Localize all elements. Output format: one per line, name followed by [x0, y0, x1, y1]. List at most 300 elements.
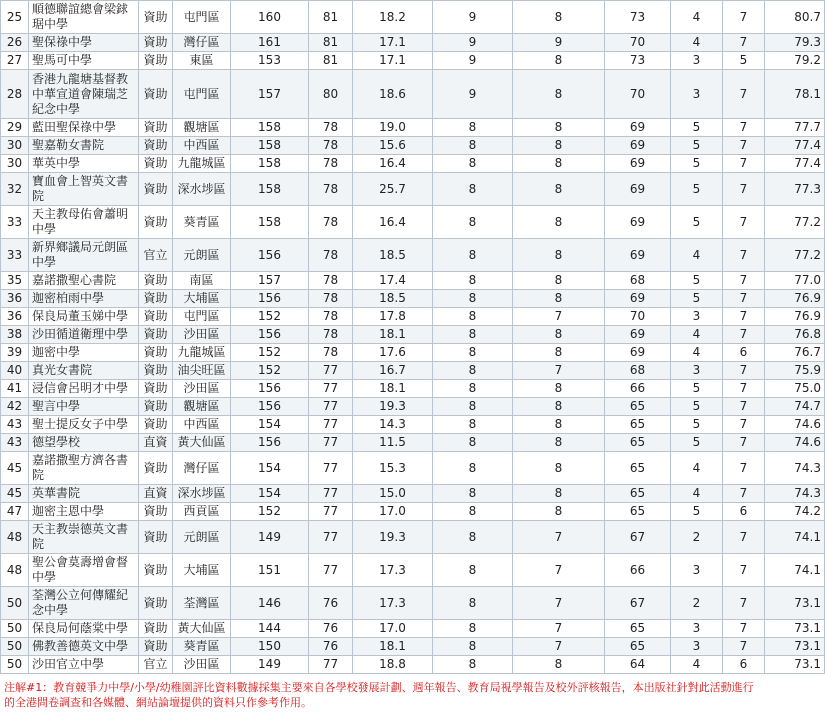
score-cell-6: 70 — [605, 34, 671, 52]
district-cell: 深水埗區 — [173, 173, 231, 206]
total-score-cell: 73.1 — [765, 656, 825, 674]
score-cell-1: 154 — [231, 452, 309, 485]
school-type-cell: 資助 — [139, 638, 173, 656]
table-body — [1, 1, 825, 674]
score-cell-4: 8 — [433, 620, 513, 638]
score-cell-2: 78 — [309, 137, 353, 155]
score-cell-7: 3 — [671, 362, 723, 380]
total-score-cell: 74.1 — [765, 554, 825, 587]
score-cell-2: 78 — [309, 308, 353, 326]
score-cell-1: 156 — [231, 380, 309, 398]
score-cell-5: 8 — [513, 326, 605, 344]
total-score-cell: 77.2 — [765, 239, 825, 272]
school-type-cell: 資助 — [139, 1, 173, 34]
school-type-cell: 資助 — [139, 290, 173, 308]
school-name-cell: 真光女書院 — [29, 362, 139, 380]
score-cell-5: 8 — [513, 290, 605, 308]
school-name-cell: 英華書院 — [29, 485, 139, 503]
school-name-cell: 嘉諾撒聖方濟各書院 — [29, 452, 139, 485]
score-cell-7: 5 — [671, 206, 723, 239]
score-cell-6: 69 — [605, 206, 671, 239]
score-cell-3: 18.1 — [353, 326, 433, 344]
school-name-cell: 迦密主恩中學 — [29, 503, 139, 521]
score-cell-8: 7 — [723, 206, 765, 239]
school-name-cell: 聖嘉勒女書院 — [29, 137, 139, 155]
school-name-cell: 寶血會上智英文書院 — [29, 173, 139, 206]
table-row — [1, 344, 825, 362]
score-cell-8: 7 — [723, 272, 765, 290]
score-cell-5: 7 — [513, 521, 605, 554]
score-cell-3: 18.5 — [353, 290, 433, 308]
total-score-cell: 80.7 — [765, 1, 825, 34]
district-cell: 屯門區 — [173, 308, 231, 326]
score-cell-5: 8 — [513, 452, 605, 485]
table-row — [1, 173, 825, 206]
score-cell-6: 73 — [605, 1, 671, 34]
score-cell-3: 18.1 — [353, 380, 433, 398]
rank-cell: 25 — [1, 1, 29, 34]
table-row — [1, 638, 825, 656]
school-name-cell: 保良局董玉娣中學 — [29, 308, 139, 326]
score-cell-3: 15.0 — [353, 485, 433, 503]
score-cell-1: 158 — [231, 137, 309, 155]
rank-cell: 26 — [1, 34, 29, 52]
total-score-cell: 77.4 — [765, 137, 825, 155]
score-cell-5: 8 — [513, 239, 605, 272]
score-cell-4: 8 — [433, 137, 513, 155]
score-cell-6: 65 — [605, 485, 671, 503]
school-type-cell: 資助 — [139, 308, 173, 326]
score-cell-7: 5 — [671, 416, 723, 434]
score-cell-2: 78 — [309, 326, 353, 344]
school-name-cell: 順德聯誼總會梁銶琚中學 — [29, 1, 139, 34]
rank-cell: 39 — [1, 344, 29, 362]
score-cell-3: 17.8 — [353, 308, 433, 326]
score-cell-8: 7 — [723, 137, 765, 155]
school-name-cell: 沙田循道衛理中學 — [29, 326, 139, 344]
score-cell-2: 77 — [309, 503, 353, 521]
score-cell-8: 7 — [723, 239, 765, 272]
score-cell-3: 18.1 — [353, 638, 433, 656]
total-score-cell: 74.3 — [765, 452, 825, 485]
score-cell-5: 9 — [513, 34, 605, 52]
score-cell-2: 77 — [309, 485, 353, 503]
score-cell-3: 17.1 — [353, 34, 433, 52]
total-score-cell: 74.7 — [765, 398, 825, 416]
score-cell-3: 17.3 — [353, 554, 433, 587]
score-cell-7: 3 — [671, 620, 723, 638]
score-cell-1: 144 — [231, 620, 309, 638]
table-row — [1, 272, 825, 290]
score-cell-3: 19.3 — [353, 521, 433, 554]
table-row — [1, 290, 825, 308]
score-cell-5: 8 — [513, 155, 605, 173]
score-cell-5: 8 — [513, 70, 605, 119]
score-cell-1: 146 — [231, 587, 309, 620]
score-cell-5: 7 — [513, 362, 605, 380]
total-score-cell: 79.3 — [765, 34, 825, 52]
total-score-cell: 74.3 — [765, 485, 825, 503]
district-cell: 觀塘區 — [173, 119, 231, 137]
school-type-cell: 資助 — [139, 119, 173, 137]
rank-cell: 38 — [1, 326, 29, 344]
total-score-cell: 73.1 — [765, 638, 825, 656]
total-score-cell: 73.1 — [765, 620, 825, 638]
score-cell-8: 7 — [723, 587, 765, 620]
score-cell-4: 8 — [433, 416, 513, 434]
score-cell-5: 8 — [513, 503, 605, 521]
score-cell-2: 78 — [309, 290, 353, 308]
score-cell-7: 2 — [671, 587, 723, 620]
score-cell-3: 19.3 — [353, 398, 433, 416]
rank-cell: 30 — [1, 155, 29, 173]
score-cell-2: 77 — [309, 398, 353, 416]
score-cell-2: 78 — [309, 239, 353, 272]
district-cell: 黃大仙區 — [173, 620, 231, 638]
table-row — [1, 308, 825, 326]
score-cell-7: 5 — [671, 155, 723, 173]
school-type-cell: 官立 — [139, 656, 173, 674]
school-type-cell: 資助 — [139, 587, 173, 620]
district-cell: 沙田區 — [173, 656, 231, 674]
score-cell-5: 8 — [513, 416, 605, 434]
rank-cell: 43 — [1, 416, 29, 434]
district-cell: 南區 — [173, 272, 231, 290]
score-cell-5: 8 — [513, 344, 605, 362]
school-name-cell: 聖馬可中學 — [29, 52, 139, 70]
school-type-cell: 資助 — [139, 620, 173, 638]
school-name-cell: 佛教善德英文中學 — [29, 638, 139, 656]
school-type-cell: 官立 — [139, 239, 173, 272]
district-cell: 荃灣區 — [173, 587, 231, 620]
score-cell-5: 7 — [513, 308, 605, 326]
score-cell-7: 3 — [671, 308, 723, 326]
score-cell-2: 77 — [309, 521, 353, 554]
district-cell: 葵青區 — [173, 638, 231, 656]
score-cell-6: 68 — [605, 362, 671, 380]
score-cell-5: 8 — [513, 1, 605, 34]
score-cell-4: 8 — [433, 434, 513, 452]
score-cell-6: 69 — [605, 137, 671, 155]
score-cell-8: 7 — [723, 452, 765, 485]
score-cell-2: 77 — [309, 656, 353, 674]
total-score-cell: 77.0 — [765, 272, 825, 290]
score-cell-7: 5 — [671, 503, 723, 521]
score-cell-2: 77 — [309, 554, 353, 587]
total-score-cell: 76.9 — [765, 308, 825, 326]
score-cell-6: 65 — [605, 416, 671, 434]
table-row — [1, 1, 825, 34]
rank-cell: 48 — [1, 554, 29, 587]
score-cell-5: 8 — [513, 173, 605, 206]
score-cell-6: 67 — [605, 587, 671, 620]
score-cell-6: 69 — [605, 155, 671, 173]
score-cell-7: 3 — [671, 638, 723, 656]
score-cell-3: 19.0 — [353, 119, 433, 137]
table-row — [1, 521, 825, 554]
score-cell-6: 65 — [605, 452, 671, 485]
score-cell-4: 9 — [433, 1, 513, 34]
score-cell-3: 11.5 — [353, 434, 433, 452]
score-cell-5: 8 — [513, 398, 605, 416]
score-cell-5: 7 — [513, 620, 605, 638]
score-cell-2: 76 — [309, 638, 353, 656]
score-cell-1: 161 — [231, 34, 309, 52]
school-type-cell: 資助 — [139, 452, 173, 485]
score-cell-2: 77 — [309, 434, 353, 452]
score-cell-6: 67 — [605, 521, 671, 554]
score-cell-8: 7 — [723, 34, 765, 52]
school-name-cell: 浸信會呂明才中學 — [29, 380, 139, 398]
score-cell-1: 154 — [231, 485, 309, 503]
score-cell-5: 8 — [513, 206, 605, 239]
table-row — [1, 52, 825, 70]
score-cell-4: 8 — [433, 656, 513, 674]
score-cell-3: 16.7 — [353, 362, 433, 380]
table-row — [1, 587, 825, 620]
school-type-cell: 資助 — [139, 416, 173, 434]
score-cell-3: 17.1 — [353, 52, 433, 70]
total-score-cell: 74.2 — [765, 503, 825, 521]
total-score-cell: 76.8 — [765, 326, 825, 344]
score-cell-2: 78 — [309, 119, 353, 137]
rank-cell: 50 — [1, 587, 29, 620]
table-row — [1, 34, 825, 52]
rank-cell: 50 — [1, 656, 29, 674]
rank-cell: 43 — [1, 434, 29, 452]
score-cell-8: 7 — [723, 620, 765, 638]
score-cell-4: 8 — [433, 155, 513, 173]
score-cell-8: 7 — [723, 416, 765, 434]
rank-cell: 45 — [1, 485, 29, 503]
score-cell-8: 6 — [723, 656, 765, 674]
school-name-cell: 香港九龍塘基督教中華宣道會陳瑞芝紀念中學 — [29, 70, 139, 119]
district-cell: 九龍城區 — [173, 344, 231, 362]
total-score-cell: 75.0 — [765, 380, 825, 398]
total-score-cell: 74.6 — [765, 434, 825, 452]
score-cell-4: 8 — [433, 206, 513, 239]
score-cell-7: 5 — [671, 380, 723, 398]
score-cell-2: 78 — [309, 206, 353, 239]
school-name-cell: 德望學校 — [29, 434, 139, 452]
score-cell-5: 8 — [513, 656, 605, 674]
score-cell-1: 156 — [231, 290, 309, 308]
score-cell-7: 4 — [671, 344, 723, 362]
score-cell-8: 7 — [723, 554, 765, 587]
total-score-cell: 79.2 — [765, 52, 825, 70]
score-cell-1: 158 — [231, 155, 309, 173]
table-row — [1, 554, 825, 587]
score-cell-5: 7 — [513, 587, 605, 620]
score-cell-8: 7 — [723, 290, 765, 308]
score-cell-8: 7 — [723, 70, 765, 119]
score-cell-7: 2 — [671, 521, 723, 554]
score-cell-7: 3 — [671, 554, 723, 587]
score-cell-8: 6 — [723, 344, 765, 362]
score-cell-7: 5 — [671, 434, 723, 452]
school-name-cell: 荃灣公立何傳耀紀念中學 — [29, 587, 139, 620]
total-score-cell: 77.4 — [765, 155, 825, 173]
score-cell-3: 14.3 — [353, 416, 433, 434]
rank-cell: 41 — [1, 380, 29, 398]
score-cell-6: 65 — [605, 434, 671, 452]
total-score-cell: 74.6 — [765, 416, 825, 434]
score-cell-6: 69 — [605, 173, 671, 206]
score-cell-1: 153 — [231, 52, 309, 70]
score-cell-1: 152 — [231, 362, 309, 380]
table-row — [1, 119, 825, 137]
score-cell-3: 17.0 — [353, 620, 433, 638]
school-name-cell: 沙田官立中學 — [29, 656, 139, 674]
score-cell-7: 5 — [671, 173, 723, 206]
total-score-cell: 75.9 — [765, 362, 825, 380]
score-cell-2: 77 — [309, 416, 353, 434]
total-score-cell: 74.1 — [765, 521, 825, 554]
score-cell-6: 69 — [605, 344, 671, 362]
school-type-cell: 資助 — [139, 155, 173, 173]
score-cell-2: 77 — [309, 362, 353, 380]
school-type-cell: 資助 — [139, 503, 173, 521]
district-cell: 黃大仙區 — [173, 434, 231, 452]
rank-cell: 28 — [1, 70, 29, 119]
district-cell: 沙田區 — [173, 326, 231, 344]
district-cell: 屯門區 — [173, 70, 231, 119]
score-cell-4: 8 — [433, 344, 513, 362]
score-cell-4: 8 — [433, 272, 513, 290]
school-name-cell: 聖保祿中學 — [29, 34, 139, 52]
score-cell-3: 17.0 — [353, 503, 433, 521]
score-cell-3: 18.5 — [353, 239, 433, 272]
total-score-cell: 76.7 — [765, 344, 825, 362]
score-cell-5: 8 — [513, 137, 605, 155]
score-cell-3: 16.4 — [353, 155, 433, 173]
score-cell-5: 8 — [513, 434, 605, 452]
score-cell-4: 9 — [433, 34, 513, 52]
score-cell-2: 81 — [309, 52, 353, 70]
school-type-cell: 資助 — [139, 70, 173, 119]
school-type-cell: 資助 — [139, 398, 173, 416]
score-cell-2: 80 — [309, 70, 353, 119]
district-cell: 元朗區 — [173, 521, 231, 554]
score-cell-1: 149 — [231, 521, 309, 554]
score-cell-5: 8 — [513, 272, 605, 290]
score-cell-6: 68 — [605, 272, 671, 290]
rank-cell: 45 — [1, 452, 29, 485]
score-cell-6: 65 — [605, 503, 671, 521]
score-cell-3: 17.4 — [353, 272, 433, 290]
rank-cell: 40 — [1, 362, 29, 380]
score-cell-1: 152 — [231, 503, 309, 521]
score-cell-3: 18.8 — [353, 656, 433, 674]
score-cell-6: 64 — [605, 656, 671, 674]
footnote: 注解#1：教育競爭力中學/小學/幼稚園評比資料數據採集主要來自各學校發展計劃、週年報告、教育局視學報告及校外評核報告，本出版社針對此活動進行的全港問卷調查和各媒體、網站論壇提供的資料只作參考作用。 — [4, 681, 754, 709]
district-cell: 東區 — [173, 52, 231, 70]
score-cell-1: 157 — [231, 70, 309, 119]
score-cell-8: 7 — [723, 308, 765, 326]
rank-cell: 48 — [1, 521, 29, 554]
school-type-cell: 資助 — [139, 326, 173, 344]
score-cell-6: 65 — [605, 638, 671, 656]
score-cell-1: 152 — [231, 308, 309, 326]
district-cell: 中西區 — [173, 416, 231, 434]
district-cell: 灣仔區 — [173, 34, 231, 52]
score-cell-4: 8 — [433, 638, 513, 656]
score-cell-1: 152 — [231, 344, 309, 362]
score-cell-4: 8 — [433, 290, 513, 308]
school-type-cell: 資助 — [139, 362, 173, 380]
score-cell-6: 65 — [605, 620, 671, 638]
score-cell-3: 17.3 — [353, 587, 433, 620]
school-name-cell: 藍田聖保祿中學 — [29, 119, 139, 137]
score-cell-8: 7 — [723, 1, 765, 34]
score-cell-2: 76 — [309, 620, 353, 638]
table-row — [1, 398, 825, 416]
table-row — [1, 326, 825, 344]
score-cell-4: 8 — [433, 452, 513, 485]
district-cell: 西貢區 — [173, 503, 231, 521]
score-cell-7: 4 — [671, 34, 723, 52]
score-cell-6: 69 — [605, 119, 671, 137]
table-row — [1, 362, 825, 380]
district-cell: 深水埗區 — [173, 485, 231, 503]
score-cell-2: 78 — [309, 344, 353, 362]
score-cell-5: 7 — [513, 638, 605, 656]
score-cell-7: 5 — [671, 272, 723, 290]
score-cell-8: 5 — [723, 52, 765, 70]
score-cell-8: 7 — [723, 434, 765, 452]
score-cell-1: 160 — [231, 1, 309, 34]
score-cell-2: 78 — [309, 173, 353, 206]
table-row — [1, 239, 825, 272]
score-cell-1: 151 — [231, 554, 309, 587]
score-cell-8: 7 — [723, 380, 765, 398]
score-cell-3: 25.7 — [353, 173, 433, 206]
score-cell-4: 9 — [433, 70, 513, 119]
score-cell-3: 16.4 — [353, 206, 433, 239]
table-row — [1, 155, 825, 173]
score-cell-1: 156 — [231, 398, 309, 416]
rank-cell: 42 — [1, 398, 29, 416]
score-cell-2: 77 — [309, 380, 353, 398]
rank-cell: 27 — [1, 52, 29, 70]
score-cell-3: 17.6 — [353, 344, 433, 362]
table-row — [1, 380, 825, 398]
score-cell-7: 4 — [671, 239, 723, 272]
school-type-cell: 資助 — [139, 554, 173, 587]
school-type-cell: 資助 — [139, 521, 173, 554]
score-cell-6: 70 — [605, 70, 671, 119]
rank-cell: 33 — [1, 239, 29, 272]
school-type-cell: 直資 — [139, 485, 173, 503]
school-name-cell: 天主教母佑會蕭明中學 — [29, 206, 139, 239]
score-cell-1: 154 — [231, 416, 309, 434]
score-cell-6: 70 — [605, 308, 671, 326]
score-cell-7: 4 — [671, 1, 723, 34]
rank-cell: 32 — [1, 173, 29, 206]
score-cell-6: 69 — [605, 290, 671, 308]
score-cell-4: 8 — [433, 521, 513, 554]
district-cell: 九龍城區 — [173, 155, 231, 173]
score-cell-1: 157 — [231, 272, 309, 290]
rank-cell: 35 — [1, 272, 29, 290]
score-cell-6: 69 — [605, 326, 671, 344]
score-cell-4: 8 — [433, 554, 513, 587]
score-cell-5: 8 — [513, 380, 605, 398]
district-cell: 元朗區 — [173, 239, 231, 272]
table-row — [1, 416, 825, 434]
table-row — [1, 620, 825, 638]
table-row — [1, 485, 825, 503]
